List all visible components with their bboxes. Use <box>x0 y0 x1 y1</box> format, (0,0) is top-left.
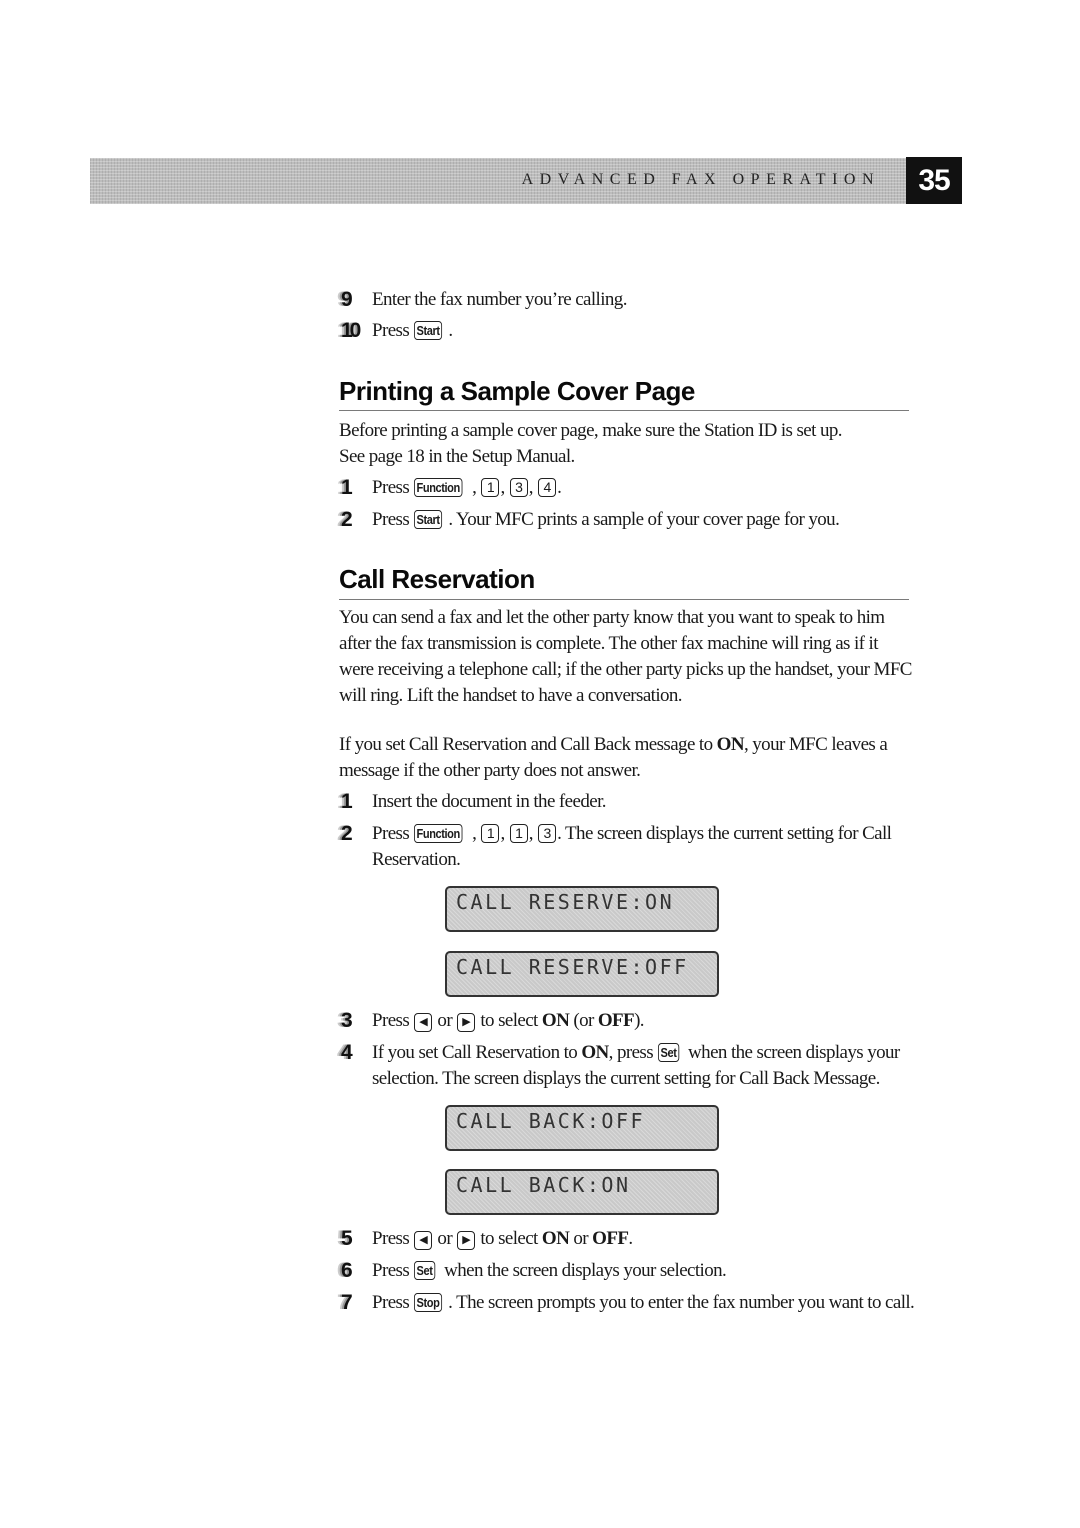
reserve-step-3 <box>339 1008 644 1034</box>
step-text: Press <box>372 477 414 498</box>
reserve-step-2: 2 Press Function , 1 , 1 , 3 . The screen displays the current setting for Call Reservation. <box>341 822 892 870</box>
step-text: . <box>448 320 453 341</box>
step-number: 3 <box>341 1009 353 1032</box>
digit-key-icon: 1 <box>481 824 499 843</box>
function-key-icon: Function <box>414 824 462 843</box>
step-number: 7 <box>341 1291 353 1314</box>
chapter-title: ADVANCED FAX OPERATION <box>521 171 880 188</box>
step-text: . <box>628 1228 633 1249</box>
bold-text: OFF <box>597 1010 635 1031</box>
step-text: Enter the fax number you’re calling. <box>372 289 627 310</box>
paragraph-line <box>339 732 887 758</box>
bold-text: OFF <box>592 1228 629 1249</box>
digit-key-icon: 1 <box>510 824 528 843</box>
step-text: Insert the document in the feeder. <box>372 791 606 812</box>
bold-text: ON <box>541 1228 570 1249</box>
step-9 <box>339 287 627 313</box>
step-10 <box>339 318 453 344</box>
step-text: , press <box>608 1042 658 1063</box>
lcd-display <box>445 951 719 997</box>
digit-key-icon: 4 <box>538 478 556 497</box>
step-number: 9 <box>341 288 353 311</box>
step-number: 4 <box>341 1041 353 1064</box>
page-number: 35 <box>906 157 962 204</box>
step-text: Reservation. <box>372 849 461 870</box>
step-text: (or <box>569 1010 598 1031</box>
step-text: to select <box>476 1228 542 1249</box>
reserve-step-4 <box>339 1040 900 1092</box>
paragraph-line: were receiving a telephone call; if the other party picks up the handset, your MFC <box>339 659 912 680</box>
step-number: 2 <box>341 508 353 531</box>
step-text: Press <box>372 823 414 844</box>
right-arrow-key-icon: ▶ <box>457 1231 475 1250</box>
step-text: to select <box>476 1010 542 1031</box>
step-text: If you set Call Reservation to <box>372 1042 582 1063</box>
paragraph-line: after the fax transmission is complete. The other fax machine will ring as if it <box>339 633 878 654</box>
start-key-icon: Start <box>414 510 442 529</box>
cover-step-2 <box>339 507 839 533</box>
bold-text: ON <box>716 734 744 755</box>
reserve-step-1 <box>339 789 606 815</box>
paragraph-line: will ring. Lift the handset to have a conversation. <box>339 685 682 706</box>
step-text: ). <box>634 1010 644 1031</box>
digit-key-icon: 3 <box>510 478 528 497</box>
step-number: 1 <box>341 790 353 813</box>
paragraph-line: See page 18 in the Setup Manual. <box>339 446 575 467</box>
text: , your MFC leaves a <box>743 734 888 755</box>
step-number: 10 <box>341 319 359 342</box>
lcd-text: CALL RESERVE:ON <box>456 890 675 914</box>
chapter-header-bar <box>90 158 906 204</box>
text: If you set Call Reservation and Call Back message to <box>339 734 717 755</box>
section-title-call-reservation: Call Reservation <box>339 564 535 594</box>
set-key-icon: Set <box>414 1261 435 1280</box>
set-key-icon: Set <box>658 1043 679 1062</box>
section-title-printing-sample-cover-page: Printing a Sample Cover Page <box>339 376 695 406</box>
lcd-display <box>445 1169 719 1215</box>
step-text: . The screen prompts you to enter the fax number you want to call. <box>448 1292 915 1313</box>
step-text: selection. The screen displays the current setting for Call Back Message. <box>372 1068 880 1089</box>
step-number: 2 <box>341 822 353 845</box>
left-arrow-key-icon: ◀ <box>414 1231 432 1250</box>
paragraph-line: You can send a fax and let the other party know that you want to speak to him <box>339 607 885 628</box>
stop-key-icon: Stop <box>414 1293 442 1312</box>
step-text: . <box>557 477 562 498</box>
bold-text: ON <box>581 1042 609 1063</box>
step-text: Press <box>372 320 414 341</box>
paragraph-line: message if the other party does not answer. <box>339 760 641 781</box>
step-text: Press <box>372 1010 414 1031</box>
digit-key-icon: 1 <box>481 478 499 497</box>
lcd-text: CALL BACK:OFF <box>456 1109 646 1133</box>
reserve-step-6 <box>339 1258 726 1284</box>
lcd-display <box>445 1105 719 1151</box>
step-text: when the screen displays your <box>683 1042 900 1063</box>
step-text: or <box>433 1010 457 1031</box>
step-text: . The screen displays the current setting for Call <box>557 823 892 844</box>
section-divider <box>339 599 909 600</box>
lcd-text: CALL BACK:ON <box>456 1173 631 1197</box>
step-text: Press <box>372 1292 414 1313</box>
step-text: Press <box>372 1228 414 1249</box>
step-text: when the screen displays your selection. <box>440 1260 727 1281</box>
step-text: or <box>569 1228 593 1249</box>
digit-key-icon: 3 <box>538 824 556 843</box>
step-text: or <box>433 1228 457 1249</box>
reserve-step-5 <box>339 1226 633 1252</box>
lcd-text: CALL RESERVE:OFF <box>456 955 689 979</box>
paragraph-line: Before printing a sample cover page, make sure the Station ID is set up. <box>339 420 842 441</box>
function-key-icon: Function <box>414 478 462 497</box>
cover-step-1: 1 Press Function , 1 , 3 , 4 . <box>341 476 562 499</box>
start-key-icon: Start <box>414 321 442 340</box>
lcd-display <box>445 886 719 932</box>
reserve-step-7 <box>339 1290 914 1316</box>
right-arrow-key-icon: ▶ <box>457 1013 475 1032</box>
bold-text: ON <box>541 1010 570 1031</box>
left-arrow-key-icon: ◀ <box>414 1013 432 1032</box>
step-text: . Your MFC prints a sample of your cover page for you. <box>448 509 840 530</box>
step-number: 5 <box>341 1227 353 1250</box>
section-divider <box>339 410 909 411</box>
step-text: Press <box>372 509 414 530</box>
step-number: 1 <box>341 476 353 499</box>
step-text: Press <box>372 1260 414 1281</box>
step-number: 6 <box>341 1259 353 1282</box>
